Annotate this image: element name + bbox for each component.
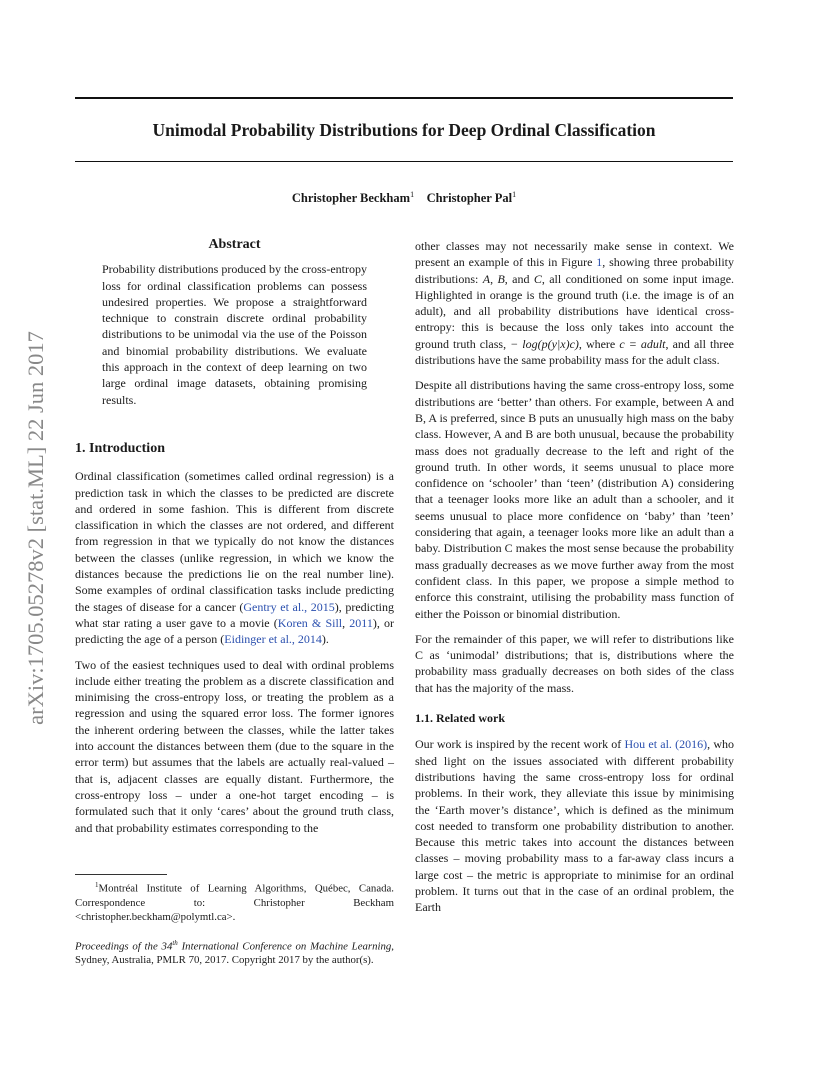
text-run: , and all three distributions have the same probability mass for the adult class. <box>415 336 734 368</box>
math-expression: − log(p(y|x)c) <box>510 336 579 351</box>
citation-link[interactable]: (2016) <box>675 737 708 752</box>
paper-title: Unimodal Probability Distributions for Deep Ordinal Classification <box>152 120 656 140</box>
math-expression: c = adult <box>619 336 666 351</box>
citation-link[interactable]: Koren & Sill <box>277 615 343 630</box>
text-run: th <box>172 938 178 947</box>
text-run: , all conditioned on some input image. Highlighted in orange is the ground truth (i.e. the image is of an adult), and all probability distributions have identical cross-entropy: this is because the loss only takes into account the ground truth class, <box>415 271 735 351</box>
citation-link[interactable]: Eidinger et al., 2014 <box>224 632 322 647</box>
subsection-heading-related-work: 1.1. Related work <box>415 711 505 726</box>
arxiv-stamp: arXiv:1705.05278v2 [stat.ML] 22 Jun 2017 <box>23 331 48 725</box>
right-column <box>415 238 734 916</box>
text-run: , where <box>578 336 620 351</box>
text-run: Proceedings of the 34 <box>75 940 173 953</box>
text-run: A <box>482 271 491 286</box>
author-affiliation-mark: 1 <box>410 190 415 199</box>
affiliation-footnote <box>75 878 394 924</box>
proceedings-note <box>75 936 394 968</box>
footnote-rule <box>75 874 167 875</box>
text-run: C <box>533 271 542 286</box>
footnote-area <box>75 878 394 967</box>
left-column <box>75 237 394 836</box>
author-name: Christopher Beckham <box>291 191 411 206</box>
footnote-mark: 1 <box>95 881 99 889</box>
text-run: ), or predicting the age of a person ( <box>75 615 395 647</box>
right-paragraph-1 <box>415 238 734 368</box>
text-run: , and <box>504 271 534 286</box>
text-run: ). <box>321 632 329 647</box>
abstract-heading: Abstract <box>208 237 261 252</box>
author-line <box>75 190 733 206</box>
text-run: , showing three probability distributions: <box>415 255 735 286</box>
text-run: , Sydney, Australia, PMLR 70, 2017. Copyright 2017 by the author(s). <box>75 940 394 967</box>
intro-paragraph-2: Two of the easiest techniques used to deal with ordinal problems include either treating the problem as a discrete classification and minimising the cross-entropy loss, or treating the problem as a regression and using the squared error loss. The former ignores the inherent ordering between the classes, while the latter takes into account the distances between them (due to the square in the error term) but assumes that the labels are actually real-valued – that is, adjacent classes are equally distant. Furthermore, the cross-entropy loss – under a one-hot target encoding – is formulated such that it only ‘cares’ about the ground truth class, and that probability estimates corresponding to the <box>75 657 394 835</box>
abstract-text: Probability distributions produced by the cross-entropy loss for ordinal classification problems can possess undesired properties. We propose a straightforward technique to constrain discrete ordinal probability distributions to be unimodal via the use of the Poisson and binomial probability distributions. We evaluate this approach in the context of deep learning on two large ordinal image datasets, obtaining promising results. <box>102 262 367 407</box>
text-run: ), predicting what star rating a user gave to a movie ( <box>75 599 394 630</box>
author-name: Christopher Pal <box>426 191 513 206</box>
text-run: Ordinal classification (sometimes called ordinal regression) is a prediction task in which the classes to be predicted are discrete and ordered in some fashion. This is different from discrete classification in which the classes are not ordered, and different from regression in that we typically do not know the distances between the classes (unlike regression, in which we know the distances because the predictions lie on the real number line). Some examples of ordinal classification tasks include predicting the stages of disease for a cancer ( <box>75 469 394 614</box>
right-paragraph-3: For the remainder of this paper, we will refer to distributions like C as ‘unimodal’ distributions; that is, distributions where the probability mass gradually decreases on both sides of the class that has the majority of the mass. <box>415 631 734 695</box>
title-bottom-rule <box>75 161 733 162</box>
author-affiliation-mark: 1 <box>512 190 517 199</box>
text-run: , who shed light on the issues associated with different probability distributions having the same cross-entropy loss for ordinal problems. In their work, they alleviate this issue by minimising the ‘Earth mover’s distance’, which is defined as the minimum cost needed to transform one probability distribution to another. Because this metric takes into account the distances between classes – moving probability mass to a far-away class incurs a large cost – the metric is appropriate to minimise for an ordinal problem. It turns out that in the case of an ordinal problem, the Earth <box>415 737 734 915</box>
intro-paragraph-1 <box>75 468 394 647</box>
text-run: B <box>497 271 505 286</box>
figure-ref-link[interactable]: 1 <box>596 255 603 270</box>
related-work-paragraph <box>415 736 734 915</box>
top-rule <box>75 97 733 99</box>
citation-link[interactable]: Gentry et al., 2015 <box>243 599 335 614</box>
text-run: International Conference on Machine Learning <box>177 940 392 953</box>
text-run: , <box>342 615 350 630</box>
citation-link[interactable]: Hou et al. <box>624 737 672 752</box>
text-run: other classes may not necessarily make sense in context. We present an example of this in Figure <box>415 239 734 270</box>
text-run: Our work is inspired by the recent work of <box>415 737 625 752</box>
footnote-text: Montréal Institute of Learning Algorithms, Québec, Canada. Correspondence to: Christopher Beckham <christopher.beckham@polymtl.ca>. <box>75 882 394 923</box>
right-paragraph-2: Despite all distributions having the same cross-entropy loss, some distributions are ‘better’ than others. For example, between A and B, A is preferred, since B puts an unusually high mass on the baby class. However, A and B are both unusual, because the probability mass does not gradually decrease to the left and right of the ground truth. In other words, it seems unusual to place more confidence on ‘schooler’ than ‘teen’ (distribution A) considering that a teenager looks more like an adult than a schooler, and it seems unusual to place more confidence on ‘baby’ than ’teen’ considering that again, a teenager looks more like an adult than a baby. Distribution C makes the most sense because the probability mass gradually decreases as we move further away from the most confident class. In this paper, we propose a simple method to enforce this constraint, utilising the probability mass function of either the Poisson or binomial distribution. <box>415 378 734 621</box>
citation-link[interactable]: 2011 <box>349 615 373 630</box>
text-run: , <box>490 271 498 286</box>
section-heading-introduction: 1. Introduction <box>75 440 165 456</box>
